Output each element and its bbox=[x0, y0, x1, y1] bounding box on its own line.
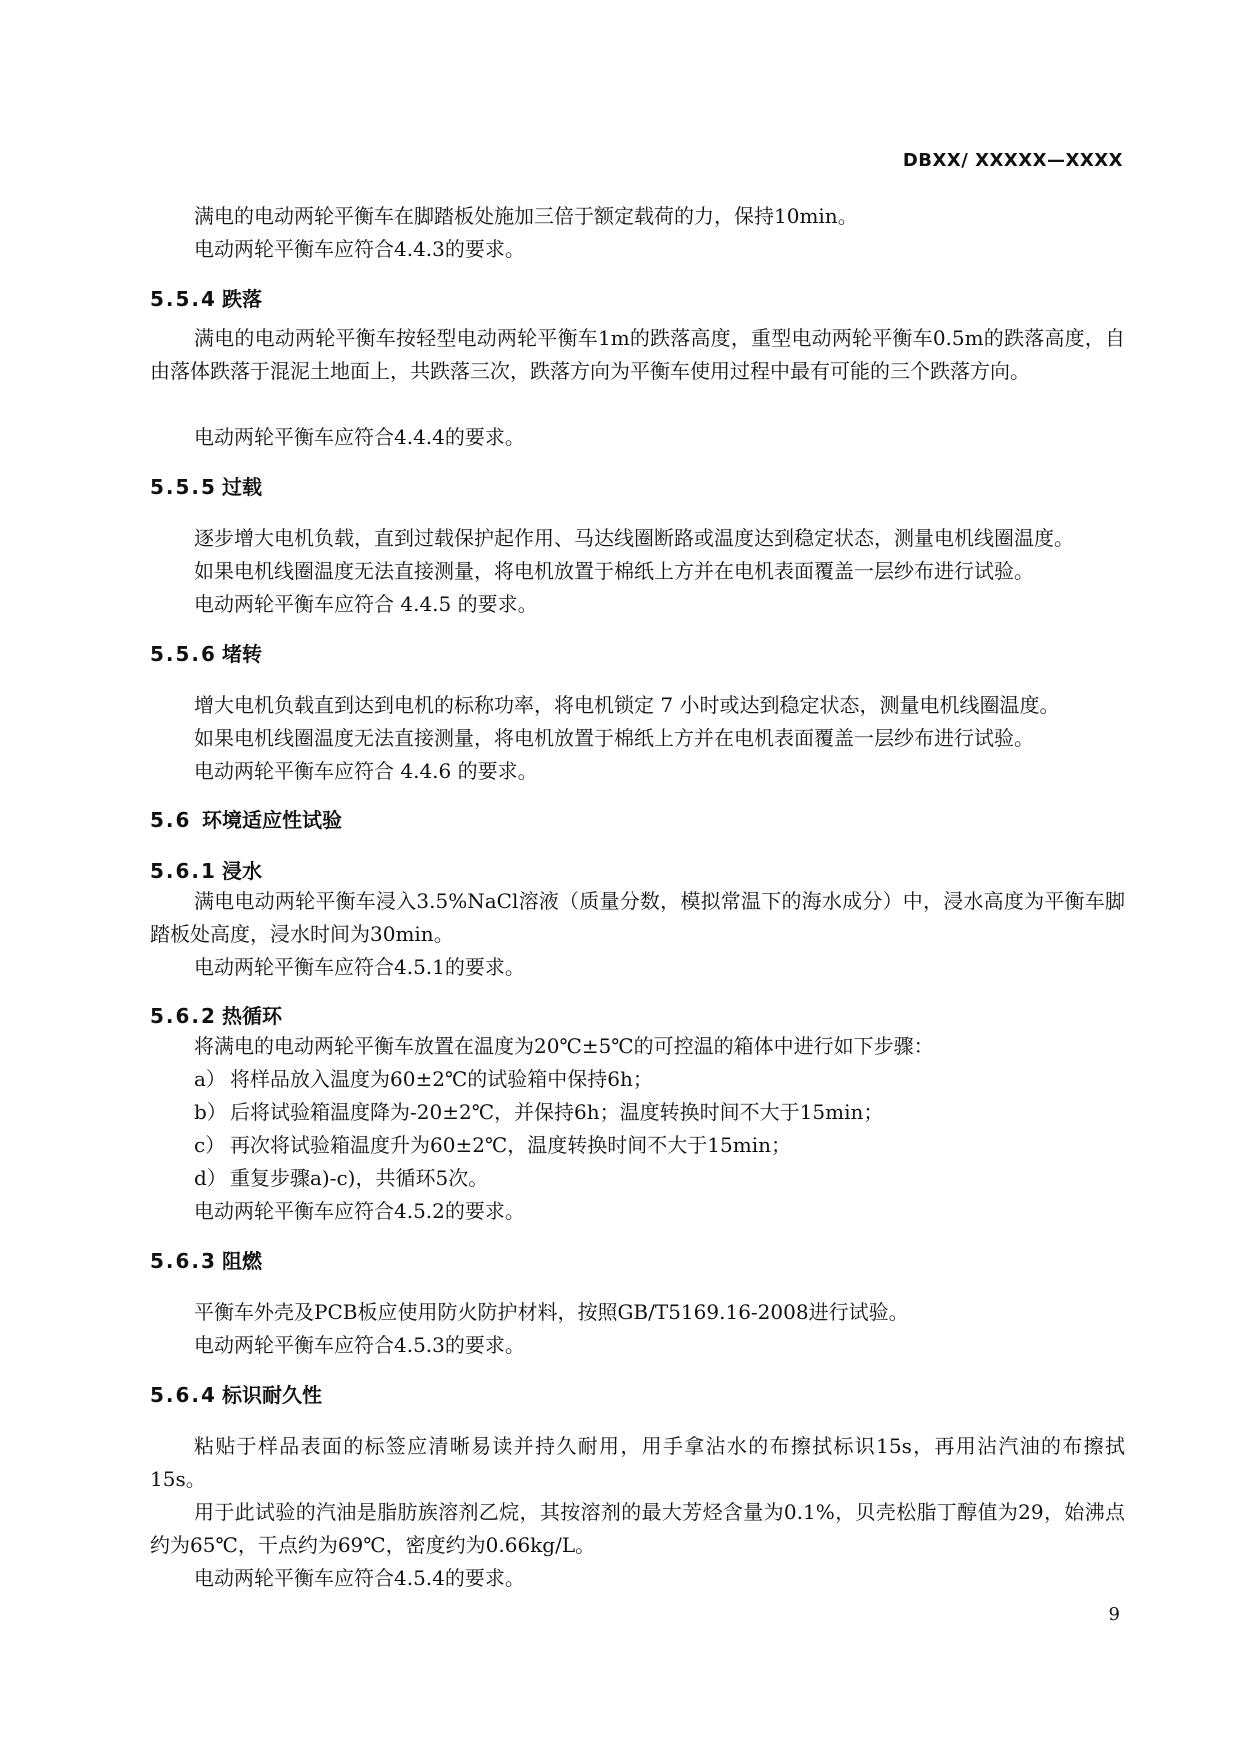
requirement-line: 电动两轮平衡车应符合 4.4.5 的要求。 bbox=[194, 592, 538, 616]
list-item bbox=[194, 1129, 791, 1162]
list-item-label: d） bbox=[194, 1166, 227, 1190]
section-title: 环境适应性试验 bbox=[202, 808, 342, 832]
section-title: 热循环 bbox=[222, 1004, 282, 1028]
requirement-line: 电动两轮平衡车应符合4.5.2的要求。 bbox=[194, 1199, 525, 1223]
section-heading-5-6-3 bbox=[150, 1247, 262, 1275]
requirement-line: 电动两轮平衡车应符合4.5.1的要求。 bbox=[194, 955, 525, 979]
section-title: 阻燃 bbox=[222, 1249, 262, 1273]
list-item-label: b） bbox=[194, 1100, 227, 1124]
section-heading-5-6-2 bbox=[150, 1002, 282, 1030]
requirement-line: 电动两轮平衡车应符合 4.4.6 的要求。 bbox=[194, 759, 538, 783]
list-item-text: 再次将试验箱温度升为60±2℃，温度转换时间不大于15min； bbox=[230, 1133, 791, 1157]
paragraph: 满电电动两轮平衡车浸入3.5%NaCl溶液（质量分数，模拟常温下的海水成分）中，浸水高度为平衡车脚踏板处高度，浸水时间为30min。 bbox=[150, 889, 1125, 946]
section-heading-5-6-1 bbox=[150, 857, 262, 885]
requirement-line: 电动两轮平衡车应符合4.4.3的要求。 bbox=[194, 237, 525, 261]
section-heading-5-5-5 bbox=[150, 473, 262, 501]
section-heading-5-5-6 bbox=[150, 640, 262, 668]
requirement-line: 电动两轮平衡车应符合4.5.3的要求。 bbox=[194, 1333, 525, 1357]
section-number: 5.6 bbox=[150, 808, 192, 832]
section-heading-5-6 bbox=[150, 806, 342, 834]
list-item-text: 重复步骤a)-c)，共循环5次。 bbox=[230, 1166, 489, 1190]
paragraph: 增大电机负载直到达到电机的标称功率，将电机锁定 7 小时或达到稳定状态，测量电机线圈温度。 bbox=[194, 693, 1060, 717]
paragraph: 用于此试验的汽油是脂肪族溶剂乙烷，其按溶剂的最大芳烃含量为0.1%，贝壳松脂丁醇值为29，始沸点约为65℃，干点约为69℃，密度约为0.66kg/L。 bbox=[150, 1500, 1125, 1557]
requirement-line: 电动两轮平衡车应符合4.5.4的要求。 bbox=[194, 1566, 525, 1590]
section-heading-5-5-4 bbox=[150, 285, 262, 313]
paragraph: 如果电机线圈温度无法直接测量，将电机放置于棉纸上方并在电机表面覆盖一层纱布进行试验。 bbox=[194, 726, 1034, 750]
list-item-label: a） bbox=[194, 1067, 226, 1091]
paragraph: 满电的电动两轮平衡车在脚踏板处施加三倍于额定载荷的力，保持10min。 bbox=[194, 204, 858, 228]
section-number: 5.6.2 bbox=[150, 1004, 217, 1028]
section-title: 堵转 bbox=[222, 642, 262, 666]
section-number: 5.5.5 bbox=[150, 475, 217, 499]
paragraph: 逐步增大电机负载，直到过载保护起作用、马达线圈断路或温度达到稳定状态，测量电机线圈温度。 bbox=[194, 526, 1074, 550]
list-item-text: 后将试验箱温度降为-20±2℃，并保持6h；温度转换时间不大于15min； bbox=[230, 1100, 884, 1124]
list-item bbox=[194, 1096, 883, 1129]
section-number: 5.6.4 bbox=[150, 1383, 217, 1407]
section-number: 5.5.6 bbox=[150, 642, 217, 666]
paragraph: 粘贴于样品表面的标签应清晰易读并持久耐用，用手拿沾水的布擦拭标识15s，再用沾汽油的布擦拭15s。 bbox=[150, 1434, 1125, 1491]
requirement-line: 电动两轮平衡车应符合4.4.4的要求。 bbox=[194, 425, 525, 449]
list-item bbox=[194, 1162, 488, 1195]
paragraph: 如果电机线圈温度无法直接测量，将电机放置于棉纸上方并在电机表面覆盖一层纱布进行试验。 bbox=[194, 559, 1034, 583]
section-title: 跌落 bbox=[222, 287, 262, 311]
section-number: 5.6.1 bbox=[150, 859, 217, 883]
section-title: 浸水 bbox=[222, 859, 262, 883]
section-title: 过载 bbox=[222, 475, 262, 499]
list-item-text: 将样品放入温度为60±2℃的试验箱中保持6h； bbox=[230, 1067, 653, 1091]
paragraph: 将满电的电动两轮平衡车放置在温度为20℃±5℃的可控温的箱体中进行如下步骤： bbox=[194, 1034, 934, 1058]
paragraph: 满电的电动两轮平衡车按轻型电动两轮平衡车1m的跌落高度，重型电动两轮平衡车0.5m的跌落高度，自由落体跌落于混泥土地面上，共跌落三次，跌落方向为平衡车使用过程中最有可能的三个跌落方向。 bbox=[150, 326, 1125, 383]
list-item-label: c） bbox=[194, 1133, 226, 1157]
document-code-header: DBXX/ XXXXX—XXXX bbox=[902, 150, 1123, 171]
paragraph: 平衡车外壳及PCB板应使用防火防护材料，按照GB/T5169.16-2008进行试验。 bbox=[194, 1300, 909, 1324]
list-item bbox=[194, 1063, 653, 1096]
section-heading-5-6-4 bbox=[150, 1381, 322, 1409]
page-number: 9 bbox=[1108, 1604, 1120, 1625]
section-number: 5.6.3 bbox=[150, 1249, 217, 1273]
section-title: 标识耐久性 bbox=[222, 1383, 322, 1407]
section-number: 5.5.4 bbox=[150, 287, 217, 311]
